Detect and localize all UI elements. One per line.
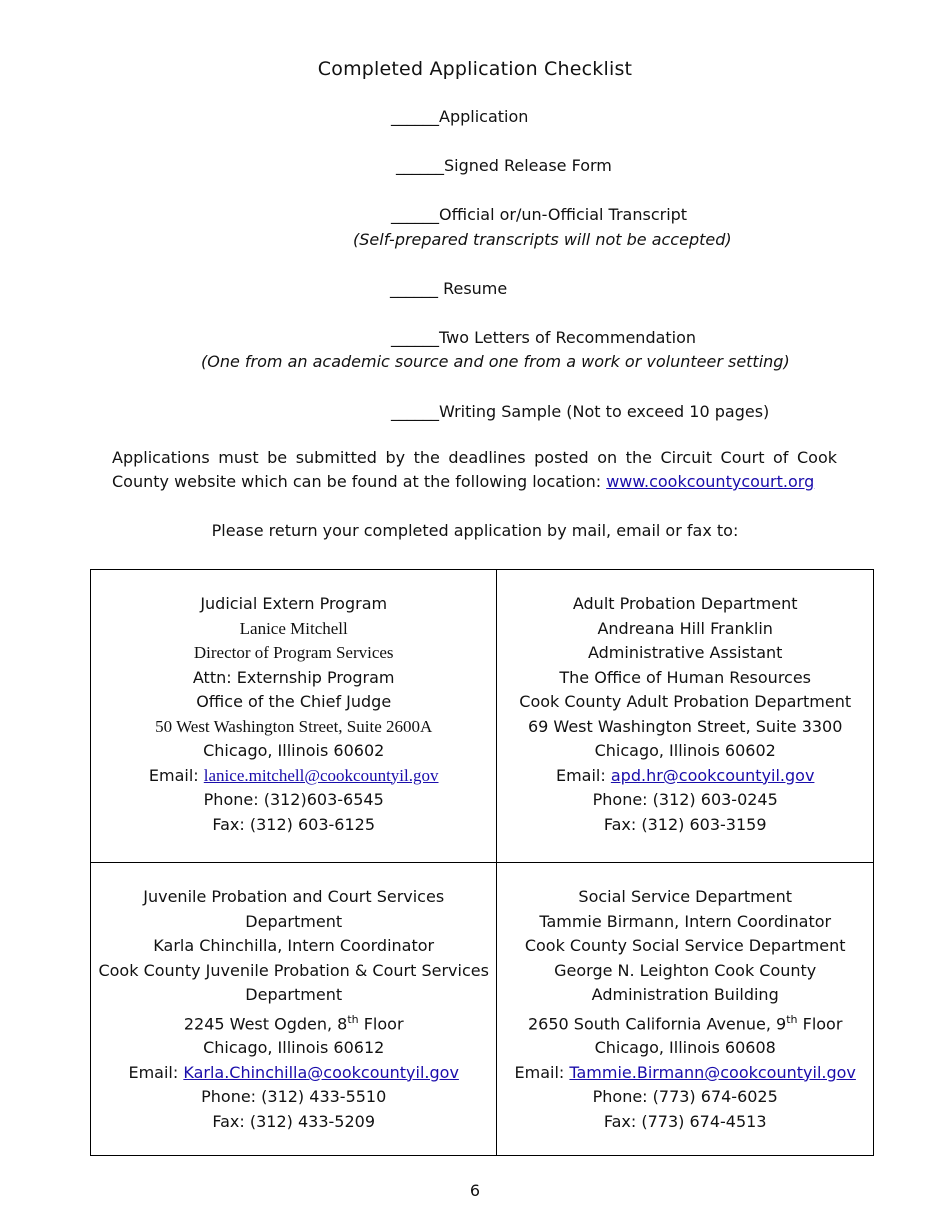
contacts-table [90,569,874,1156]
org-line: Cook County Adult Probation Department [519,692,852,711]
email-link[interactable]: lanice.mitchell@cookcountyil.gov [203,765,439,785]
email-label: Email: [514,1062,570,1082]
deadline-paragraph [112,446,837,494]
contact-title: Director of Program Services [193,643,394,662]
email-link[interactable]: Tammie.Birmann@cookcountyil.gov [569,1062,856,1082]
court-website-link[interactable]: www.cookcountycourt.org [606,472,815,491]
checklist-item-resume: ______ Resume [390,279,508,298]
email-line [91,1061,496,1086]
street-address: 69 West Washington Street, Suite 3300 [527,716,843,736]
checklist-item-release-form: ______Signed Release Form [396,156,612,175]
street-address: 2650 South California Avenue, 9th Floor [527,1012,843,1033]
email-label: Email: [128,1062,184,1082]
contact-name: Andreana Hill Franklin [597,618,773,638]
contacts-row [91,570,874,863]
email-label: Email: [148,765,204,785]
recommendation-note: (One from an academic source and one from a work or volunteer setting) [201,352,790,371]
phone-line: Phone: (773) 674-6025 [592,1087,778,1107]
checklist-item-writing-sample: ______Writing Sample (Not to exceed 10 pages) [391,402,770,421]
fax-line: Fax: (312) 433-5209 [212,1111,376,1131]
email-line [497,764,873,789]
org-line: Cook County Social Service Department [524,936,846,955]
street-address: 2245 West Ogden, 8th Floor [183,1012,404,1033]
dept-name: Adult Probation Department [572,594,798,613]
office-line: Office of the Chief Judge [196,692,392,711]
juvenile-probation-contact [91,863,497,1156]
phone-line: Phone: (312) 433-5510 [201,1087,387,1107]
checklist-item-transcript: ______Official or/un-Official Transcript [391,205,688,224]
fax-line: Fax: (312) 603-6125 [212,814,376,834]
transcript-note: (Self-prepared transcripts will not be accepted) [353,230,732,249]
deadline-text: Applications must be submitted by the deadlines posted on the Circuit Court of Cook County website which can be found at the following location: [112,448,837,491]
city-line: Chicago, Illinois 60612 [203,1038,385,1058]
checklist-item-recommendation: ______Two Letters of Recommendation [391,328,697,347]
contacts-row [91,863,874,1156]
email-line [91,764,496,789]
attn-line: Attn: Externship Program [192,667,395,687]
city-line: Chicago, Illinois 60602 [203,741,385,760]
fax-line: Fax: (312) 603-3159 [603,814,767,834]
phone-line: Phone: (312) 603-0245 [592,790,778,809]
checklist-item-application: ______Application [391,107,529,126]
page-title: Completed Application Checklist [317,58,633,80]
org-line: Cook County Juvenile Probation & Court Services Department [98,960,489,1004]
email-line [497,1061,873,1086]
city-line: Chicago, Illinois 60602 [594,741,776,760]
adult-probation-contact [497,570,874,863]
contact-name: Tammie Birmann, Intern Coordinator [539,911,832,931]
dept-name: Juvenile Probation and Court Services Department [143,887,445,931]
dept-name: Social Service Department [578,887,792,906]
contact-title: Administrative Assistant [587,643,783,662]
judicial-extern-contact [91,570,497,863]
city-line: Chicago, Illinois 60608 [594,1038,776,1058]
return-instructions: Please return your completed application by mail, email or fax to: [211,521,739,540]
contact-name: Karla Chinchilla, Intern Coordinator [153,936,435,955]
phone-line: Phone: (312)603-6545 [203,790,384,809]
dept-name: Judicial Extern Program [200,594,388,613]
email-label: Email: [555,765,611,785]
building-line: George N. Leighton Cook County Administration Building [554,960,817,1004]
social-service-contact [497,863,874,1156]
street-address: 50 West Washington Street, Suite 2600A [155,716,433,736]
email-link[interactable]: apd.hr@cookcountyil.gov [610,765,815,785]
office-line: The Office of Human Resources [559,667,812,687]
page-number: 6 [469,1181,481,1200]
email-link[interactable]: Karla.Chinchilla@cookcountyil.gov [183,1062,459,1082]
contact-name: Lanice Mitchell [239,618,348,638]
fax-line: Fax: (773) 674-4513 [603,1111,767,1131]
